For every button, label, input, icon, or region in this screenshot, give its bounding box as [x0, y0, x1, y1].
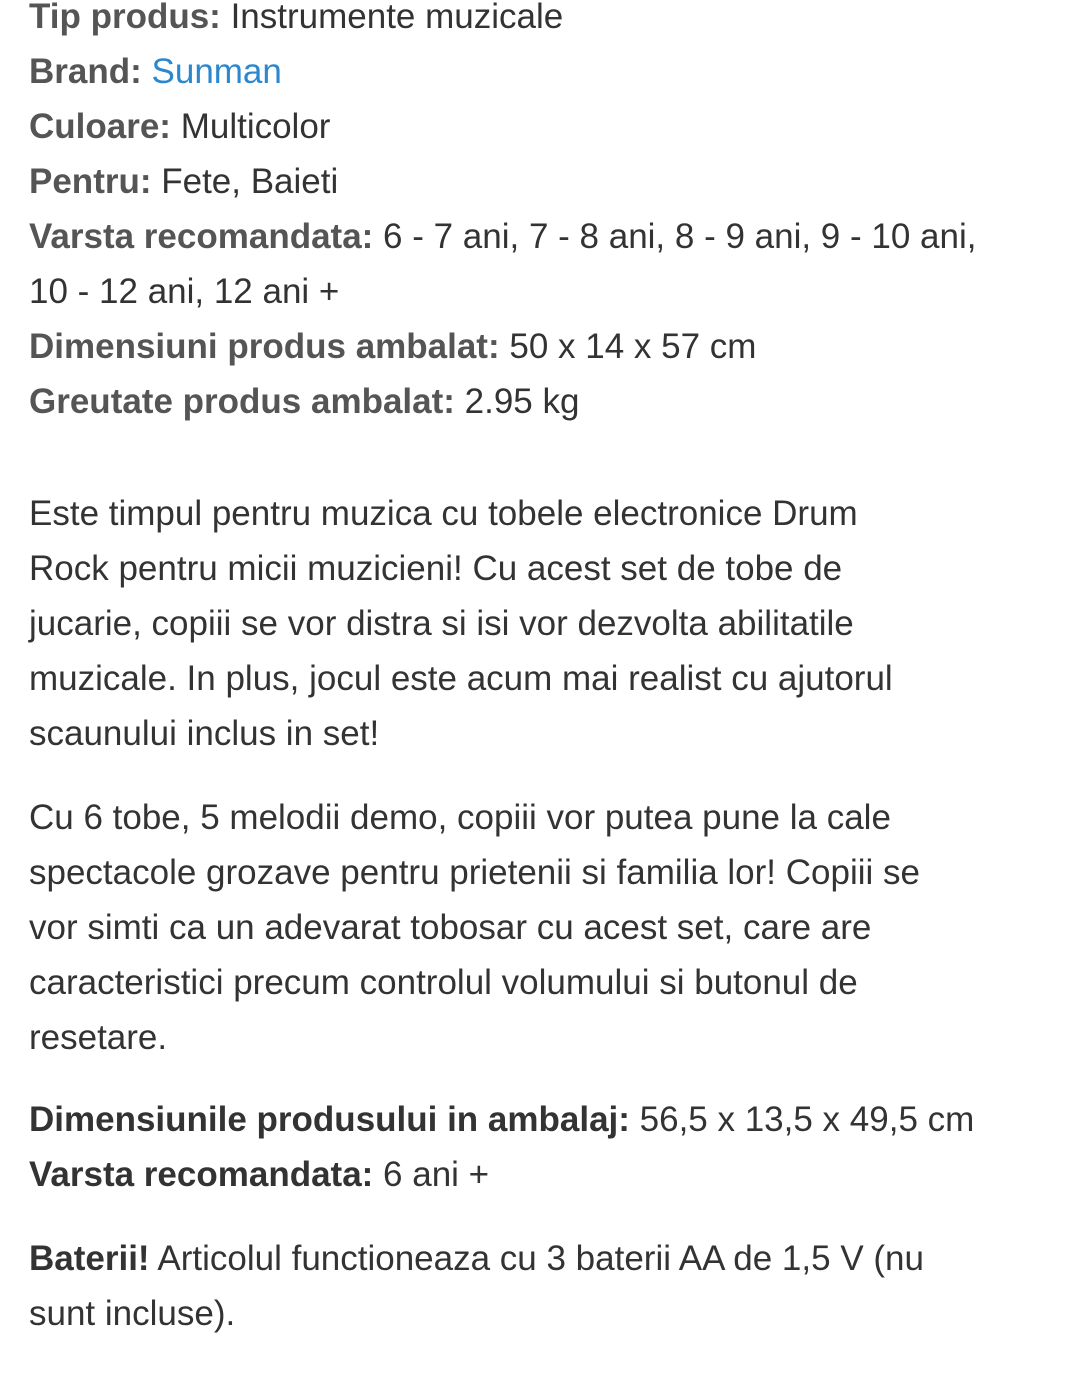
text-line: vor simti ca un adevarat tobosar cu acest set, care are [29, 908, 872, 947]
spec-recommended-age [29, 209, 1047, 264]
spec-brand [29, 44, 1047, 99]
description-paragraph-1 [29, 486, 1047, 761]
spec-package-weight [29, 374, 1047, 429]
spec-value: 2.95 kg [454, 382, 580, 421]
spec-label: Culoare: [29, 107, 171, 146]
batteries-text: Articolul functioneaza cu 3 baterii AA de 1,5 V (nu [149, 1239, 924, 1278]
text-line: caracteristici precum controlul volumului si butonul de [29, 963, 858, 1002]
spec-value: 50 x 14 x 57 cm [499, 327, 757, 366]
spec-for [29, 154, 1047, 209]
text-line: spectacole grozave pentru prietenii si familia lor! Copiii se [29, 853, 920, 892]
text-line: Cu 6 tobe, 5 melodii demo, copiii vor putea pune la cale [29, 798, 891, 837]
spec-value: 10 - 12 ani, 12 ani + [29, 272, 340, 311]
spec-value: 6 - 7 ani, 7 - 8 ani, 8 - 9 ani, 9 - 10 ani, [373, 217, 977, 256]
description-specs [29, 1092, 1047, 1202]
spec-color [29, 99, 1047, 154]
spec-label: Tip produs: [29, 0, 221, 36]
text-line: resetare. [29, 1018, 168, 1057]
age-value: 6 ani + [373, 1155, 490, 1194]
spec-value: Fete, Baieti [151, 162, 339, 201]
spec-label: Brand: [29, 52, 142, 91]
dims-label: Dimensiunile produsului in ambalaj: [29, 1100, 630, 1139]
spec-recommended-age-cont [29, 264, 1047, 319]
text-line: Este timpul pentru muzica cu tobele electronice Drum [29, 494, 858, 533]
spec-label: Dimensiuni produs ambalat: [29, 327, 500, 366]
age-label: Varsta recomandata: [29, 1155, 374, 1194]
description-paragraph-2 [29, 790, 1047, 1065]
batteries-label: Baterii! [29, 1239, 150, 1278]
dims-value: 56,5 x 13,5 x 49,5 cm [629, 1100, 975, 1139]
package-dimensions-line [29, 1092, 1047, 1147]
spec-label: Varsta recomandata: [29, 217, 374, 256]
text-line: sunt incluse). [29, 1294, 236, 1333]
text-line: jucarie, copiii se vor distra si isi vor dezvolta abilitatile [29, 604, 854, 643]
text-line: muzicale. In plus, jocul este acum mai realist cu ajutorul [29, 659, 893, 698]
spec-label: Pentru: [29, 162, 152, 201]
spec-value: Instrumente muzicale [220, 0, 564, 36]
text-line: Rock pentru micii muzicieni! Cu acest set de tobe de [29, 549, 843, 588]
text-line: scaunului inclus in set! [29, 714, 380, 753]
brand-link[interactable]: Sunman [141, 52, 282, 91]
spec-label: Greutate produs ambalat: [29, 382, 455, 421]
text-line [29, 1231, 1047, 1286]
batteries-note [29, 1231, 1047, 1341]
spec-value: Multicolor [170, 107, 331, 146]
product-specs [29, 0, 1047, 429]
recommended-age-line [29, 1147, 1047, 1202]
spec-product-type [29, 0, 1047, 44]
spec-package-dimensions [29, 319, 1047, 374]
